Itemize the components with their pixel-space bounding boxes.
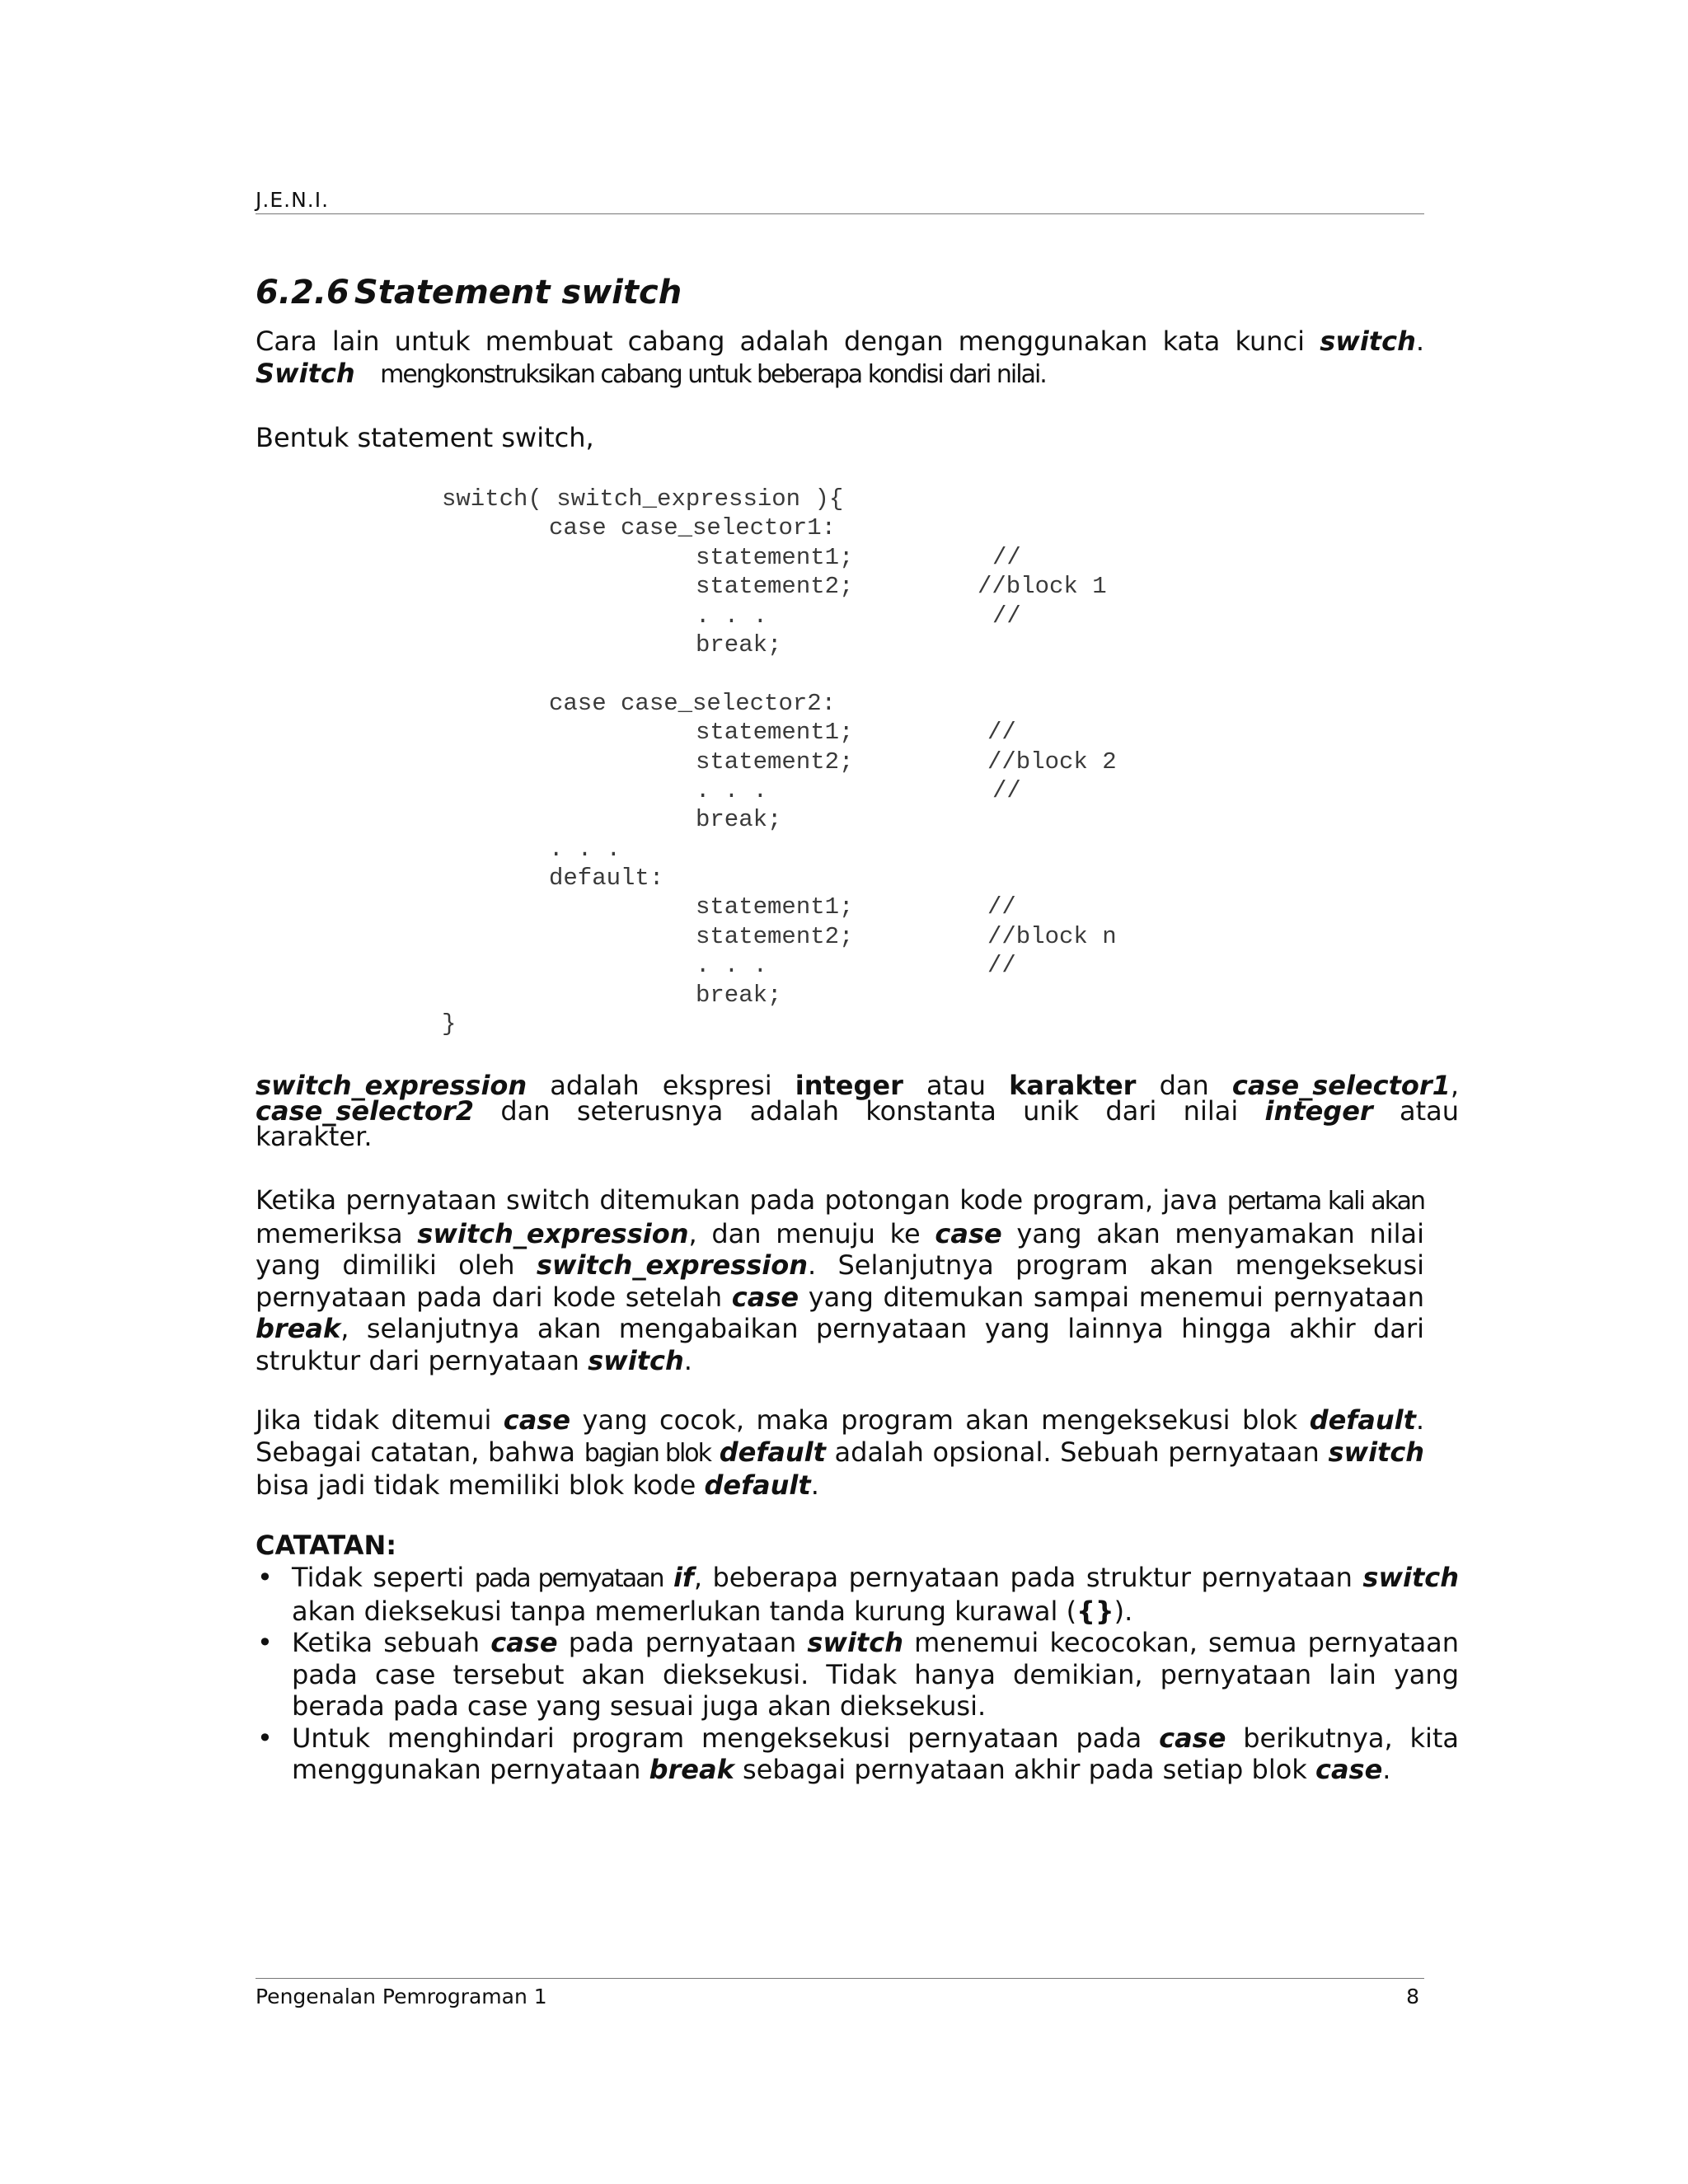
footer-divider: [256, 1978, 1424, 1979]
catatan-heading: CATATAN:: [256, 1530, 397, 1561]
page-header: J.E.N.I.: [256, 188, 330, 212]
list-item: • Tidak seperti pada pernyataan if, beberapa pernyataan pada struktur pernyataan switch akan dieksekusi tanpa memerlukan tanda kurung kurawal ({}).: [257, 1562, 1460, 1627]
section-number: 6.2.6: [256, 274, 349, 312]
intro-line-2: Switch mengkonstruksikan cabang untuk beberapa kondisi dari nilai.: [256, 357, 1046, 389]
bullet-icon: •: [257, 1722, 273, 1754]
list-item: • Untuk menghindari program mengeksekusi pernyataan pada case berikutnya, kita menggunakan pernyataan break sebagai pernyataan akhir pada setiap blok case.: [257, 1722, 1460, 1785]
bullet-icon: •: [257, 1627, 273, 1658]
keyword-switch: switch: [1320, 326, 1416, 357]
keyword-switch-cap: Switch: [256, 357, 355, 389]
section-title-text: Statement switch: [354, 274, 682, 312]
footer-title: Pengenalan Pemrograman 1: [256, 1985, 547, 2008]
section-title: [256, 274, 682, 312]
page-number: 8: [1406, 1985, 1419, 2008]
list-item: • Ketika sebuah case pada pernyataan switch menemui kecocokan, semua pernyataan pada case tersebut akan dieksekusi. Tidak hanya demikian, pernyataan lain yang berada pada case yang sesuai juga akan dieksekusi.: [257, 1627, 1460, 1722]
form-label: Bentuk statement switch,: [256, 422, 594, 453]
intro-line-1: Cara lain untuk membuat cabang adalah dengan menggunakan kata kunci switch.: [256, 326, 1425, 357]
document-page: J.E.N.I. 6.2.6 Statement switch Cara lain untuk membuat cabang adalah dengan menggunakan kata kunci switch. Switch mengkonstruksikan cabang untuk beberapa kondisi dari nilai. Bentuk statement switch, switch( switch_expression ){ case case_selector1: statement1; // statement2; //block 1 . . . // break; case case_selector2: statement1; // statement2; //block 2 . . . // break; . . . default: statement1; // statement2; //block n . . . // break; } switch_expression adalah ekspresi integer atau karakter dan case_selector1, case_selector2 dan seterusnya adalah konstanta unik dari nilai integer atau karakter. Ketika pernyataan switch ditemukan pada potongan kode program, java pertama kali akan memeriksa switch_expression, dan menuju ke case yang akan menyamakan nilai yang dimiliki oleh switch_expression. Selanjutnya program akan mengeksekusi pernyataan pada dari kode setelah case yang ditemukan sampai menemui pernyataan break, selanjutnya akan mengabaikan pernyataan yang lainnya hingga akhir dari struktur dari pernyataan switch. Jika tidak ditemui case yang cocok, maka program akan mengeksekusi blok default. Sebagai catatan, bahwa bagian blok default adalah opsional. Sebuah pernyataan switch bisa jadi tidak memiliki blok kode default. CATATAN: • Tidak seperti pada pernyataan if, beberapa pernyataan pada struktur pernyataan switch akan dieksekusi tanpa memerlukan tanda kurung kurawal ({}). • Ketika sebuah case pada pernyataan switch menemui kecocokan, semua pernyataan pada case tersebut akan dieksekusi. Tidak hanya demikian, pernyataan lain yang berada pada case yang sesuai juga akan dieksekusi. • Untuk menghindari program mengeksekusi pernyataan pada case berikutnya, kita menggunakan pernyataan break sebagai pernyataan akhir pada setiap blok case. Pengenalan Pemrograman 1 8: [256, 188, 1460, 2008]
intro-paragraph: [256, 326, 1424, 391]
switch-behavior-paragraph: Ketika pernyataan switch ditemukan pada potongan kode program, java pertama kali akan memeriksa switch_expression, dan menuju ke case yang akan menyamakan nilai yang dimiliki oleh switch_expression. Selanjutnya program akan mengeksekusi pernyataan pada dari kode setelah case yang ditemukan sampai menemui pernyataan break, selanjutnya akan mengabaikan pernyataan yang lainnya hingga akhir dari struktur dari pernyataan switch.: [256, 1184, 1425, 1376]
bullet-icon: •: [257, 1562, 273, 1593]
header-divider: [256, 213, 1424, 214]
description-paragraph: switch_expression adalah ekspresi integer atau karakter dan case_selector1, case_selector2 dan seterusnya adalah konstanta unik dari nilai integer atau karakter.: [256, 1070, 1460, 1152]
catatan-list: [256, 1562, 1459, 1786]
default-block-paragraph: Jika tidak ditemui case yang cocok, maka program akan mengeksekusi blok default. Sebagai catatan, bahwa bagian blok default adalah opsional. Sebuah pernyataan switch bisa jadi tidak memiliki blok kode default.: [256, 1404, 1425, 1501]
